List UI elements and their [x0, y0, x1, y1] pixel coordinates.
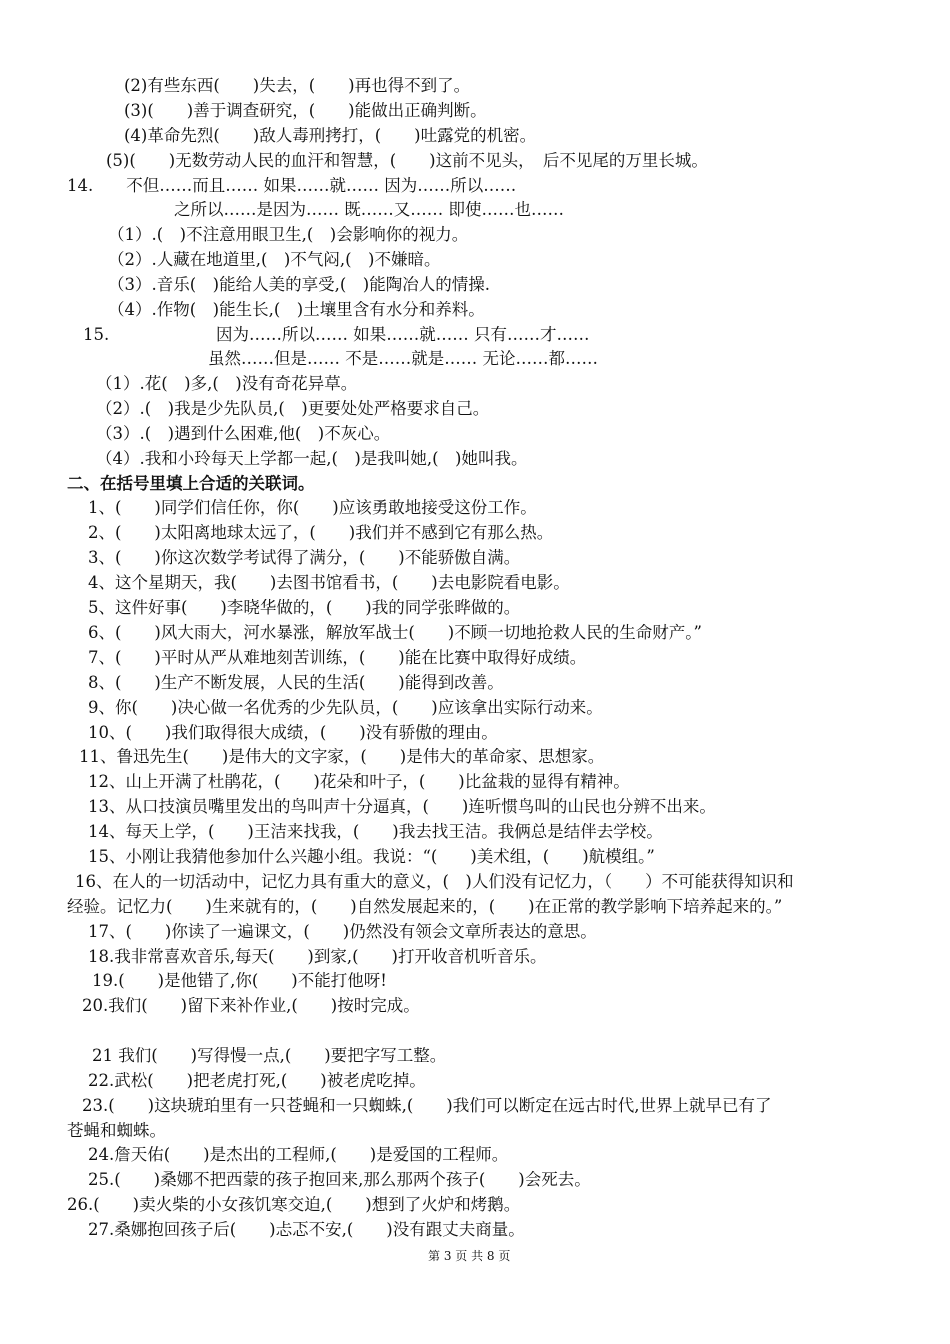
- conjunction-options: 因为……所以…… 如果……就…… 只有……才……: [216, 325, 590, 344]
- section-heading: 二、在括号里填上合适的关联词。: [67, 474, 315, 493]
- text-line: 25.( )桑娜不把西蒙的孩子抱回来,那么那两个孩子( )会死去。: [88, 1170, 591, 1189]
- text-line: 经验。记忆力( )生来就有的，( )自然发展起来的，( )在正常的教学影响下培养起来的。”: [67, 897, 783, 916]
- text-line: （1）.( )不注意用眼卫生,( )会影响你的视力。: [108, 225, 469, 244]
- text-line: 1、( )同学们信任你，你( )应该勇敢地接受这份工作。: [88, 498, 537, 517]
- text-line: （2）.( )我是少先队员,( )更要处处严格要求自己。: [96, 399, 490, 418]
- text-line: 3、( )你这次数学考试得了满分，( )不能骄傲自满。: [88, 548, 521, 567]
- text-line: 15、小刚让我猜他参加什么兴趣小组。我说：“( )美术组，( )航模组。”: [88, 847, 655, 866]
- text-line: (5)( )无数劳动人民的血汗和智慧，( )这前不见头， 后不见尾的万里长城。: [106, 151, 708, 170]
- text-line: 23.( )这块琥珀里有一只苍蝇和一只蜘蛛,( )我们可以断定在远古时代,世界上就早已有了: [82, 1096, 772, 1115]
- text-line: 16、在人的一切活动中，记忆力具有重大的意义，( )人们没有记忆力，（ ）不可能获得知识和: [75, 872, 794, 891]
- text-line: （3）.音乐( )能给人美的享受,( )能陶冶人的情操.: [108, 275, 490, 294]
- text-line: （3）.( )遇到什么困难,他( )不灰心。: [96, 424, 391, 443]
- text-line: （4）.作物( )能生长,( )土壤里含有水分和养料。: [108, 300, 485, 319]
- text-line: (2)有些东西( )失去，( )再也得不到了。: [124, 76, 471, 95]
- text-line: 11、鲁迅先生( )是伟大的文字家，( )是伟大的革命家、思想家。: [79, 747, 605, 766]
- text-line: 18.我非常喜欢音乐,每天( )到家,( )打开收音机听音乐。: [88, 947, 547, 966]
- question-heading: 14. 不但……而且…… 如果……就…… 因为……所以……: [67, 176, 517, 195]
- conjunction-options: 之所以……是因为…… 既……又…… 即使……也……: [174, 200, 564, 219]
- text-line: 12、山上开满了杜鹃花，( )花朵和叶子，( )比盆栽的显得有精神。: [88, 772, 630, 791]
- text-line: 8、( )生产不断发展，人民的生活( )能得到改善。: [88, 673, 504, 692]
- text-line: 10、( )我们取得很大成绩，( )没有骄傲的理由。: [88, 723, 498, 742]
- text-line: （2）.人藏在地道里,( )不气闷,( )不嫌暗。: [108, 250, 441, 269]
- text-line: 7、( )平时从严从难地刻苦训练，( )能在比赛中取得好成绩。: [88, 648, 587, 667]
- text-line: 24.詹天佑( )是杰出的工程师,( )是爱国的工程师。: [88, 1145, 509, 1164]
- conjunction-options: 虽然……但是…… 不是……就是…… 无论……都……: [208, 349, 598, 368]
- text-line: 13、从口技演员嘴里发出的鸟叫声十分逼真，( )连听惯鸟叫的山民也分辨不出来。: [88, 797, 716, 816]
- text-line: 9、你( )决心做一名优秀的少先队员，( )应该拿出实际行动来。: [88, 698, 603, 717]
- question-number: 15.: [83, 325, 110, 344]
- text-line: 苍蝇和蜘蛛。: [67, 1121, 166, 1140]
- text-line: 17、( )你读了一遍课文，( )仍然没有领会文章所表达的意思。: [88, 922, 597, 941]
- text-line: 6、( )风大雨大，河水暴涨，解放军战士( )不顾一切地抢救人民的生命财产。”: [88, 623, 702, 642]
- text-line: 19.( )是他错了,你( )不能打他呀!: [92, 971, 387, 990]
- text-line: 21 我们( )写得慢一点,( )要把字写工整。: [92, 1046, 447, 1065]
- text-line: （4）.我和小玲每天上学都一起,( )是我叫她,( )她叫我。: [96, 449, 528, 468]
- text-line: 14、每天上学，( )王洁来找我，( )我去找王洁。我俩总是结伴去学校。: [88, 822, 663, 841]
- text-line: 27.桑娜抱回孩子后( )忐忑不安,( )没有跟丈夫商量。: [88, 1220, 525, 1239]
- text-line: 26.( )卖火柴的小女孩饥寒交迫,( )想到了火炉和烤鹅。: [67, 1195, 521, 1214]
- text-line: （1）.花( )多,( )没有奇花异草。: [96, 374, 358, 393]
- text-line: 4、这个星期天，我( )去图书馆看书，( )去电影院看电影。: [88, 573, 570, 592]
- text-line: (4)革命先烈( )敌人毒刑拷打，( )吐露党的机密。: [124, 126, 537, 145]
- text-line: 5、这件好事( )李晓华做的，( )我的同学张晔做的。: [88, 598, 521, 617]
- text-line: (3)( )善于调查研究，( )能做出正确判断。: [124, 101, 487, 120]
- page-footer: 第 3 页 共 8 页: [428, 1249, 511, 1263]
- text-line: 20.我们( )留下来补作业,( )按时完成。: [82, 996, 420, 1015]
- text-line: 22.武松( )把老虎打死,( )被老虎吃掉。: [88, 1071, 426, 1090]
- text-line: 2、( )太阳离地球太远了，( )我们并不感到它有那么热。: [88, 523, 554, 542]
